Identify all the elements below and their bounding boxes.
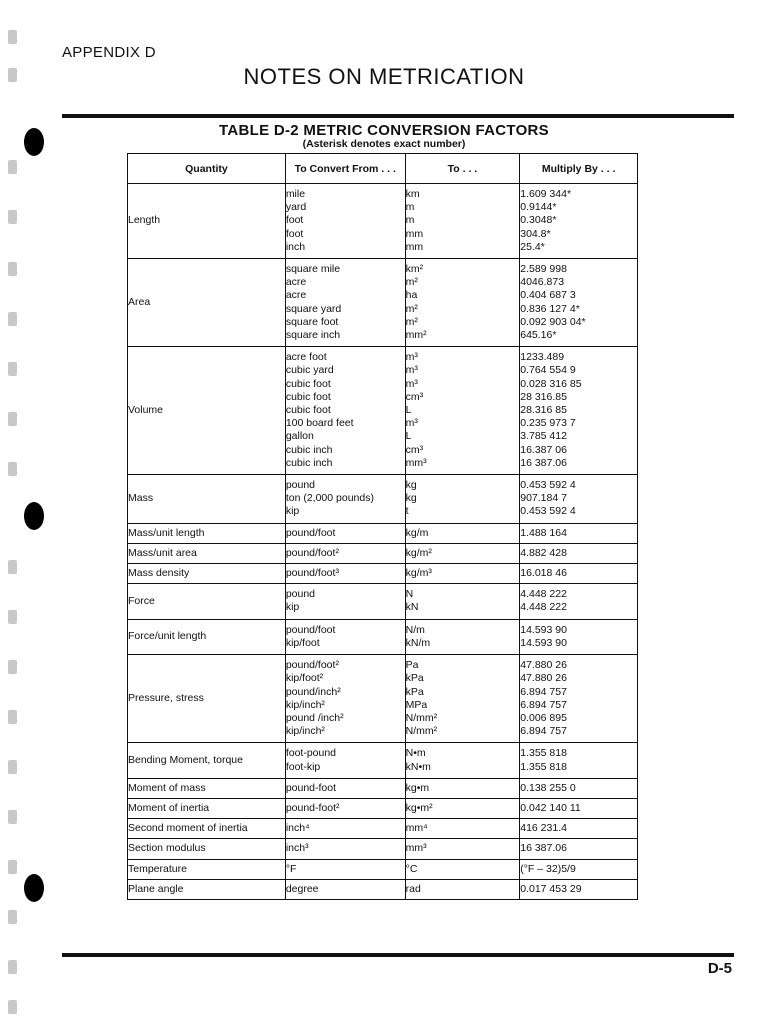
column-header-multiply: Multiply By . . . bbox=[520, 154, 638, 184]
to-unit-cell bbox=[405, 879, 520, 899]
quantity-label: Second moment of inertia bbox=[128, 822, 248, 835]
factor-cell bbox=[520, 259, 638, 347]
conversion-factor: 1.488 164 bbox=[520, 526, 567, 539]
from-unit: kip/foot bbox=[285, 636, 320, 649]
to-unit-cell bbox=[405, 543, 520, 563]
quantity-cell bbox=[128, 584, 286, 619]
quantity-cell bbox=[128, 564, 286, 584]
to-unit: mm³ bbox=[405, 456, 427, 469]
to-unit: m² bbox=[405, 315, 418, 328]
from-unit-cell bbox=[285, 543, 405, 563]
from-unit-cell bbox=[285, 839, 405, 859]
conversion-factor: 6.894 757 bbox=[520, 725, 567, 738]
table-row bbox=[128, 655, 638, 743]
factor-cell bbox=[520, 184, 638, 259]
to-unit: mm bbox=[405, 240, 424, 253]
quantity-label: Bending Moment, torque bbox=[128, 753, 243, 766]
from-unit-cell bbox=[285, 798, 405, 818]
binding-hole bbox=[8, 312, 17, 326]
quantity-label: Force bbox=[128, 594, 155, 607]
from-unit-cell bbox=[285, 778, 405, 798]
to-unit: km² bbox=[405, 263, 424, 276]
to-unit: mm bbox=[405, 227, 424, 240]
conversion-factor: 14.593 90 bbox=[520, 623, 567, 636]
from-unit: foot bbox=[285, 227, 304, 240]
to-unit: kN/m bbox=[405, 636, 431, 649]
from-unit: foot-pound bbox=[285, 747, 337, 760]
conversion-factor: 16 387.06 bbox=[520, 842, 567, 855]
from-unit: kip/inch² bbox=[285, 725, 325, 738]
table-row bbox=[128, 619, 638, 654]
to-unit-cell bbox=[405, 523, 520, 543]
to-unit: N/mm² bbox=[405, 711, 438, 724]
quantity-cell bbox=[128, 798, 286, 818]
conversion-factor: 1233.489 bbox=[520, 351, 565, 364]
conversion-factor: 0.3048* bbox=[520, 214, 557, 227]
quantity-cell bbox=[128, 543, 286, 563]
quantity-cell bbox=[128, 523, 286, 543]
to-unit-cell bbox=[405, 475, 520, 524]
conversion-factor: 25.4* bbox=[520, 240, 545, 253]
factor-cell bbox=[520, 564, 638, 584]
from-unit: acre bbox=[285, 289, 307, 302]
from-unit-cell bbox=[285, 564, 405, 584]
to-unit-cell bbox=[405, 655, 520, 743]
conversion-factor: 304.8* bbox=[520, 227, 551, 240]
quantity-cell bbox=[128, 347, 286, 475]
from-unit: inch³ bbox=[285, 842, 309, 855]
quantity-label: Mass/unit area bbox=[128, 546, 197, 559]
table-row bbox=[128, 778, 638, 798]
top-rule bbox=[62, 114, 734, 118]
from-unit-cell bbox=[285, 859, 405, 879]
conversion-factor: 4046.873 bbox=[520, 276, 565, 289]
conversion-factor: 0.404 687 3 bbox=[520, 289, 576, 302]
to-unit: kg/m bbox=[405, 526, 429, 539]
page-number: D-5 bbox=[707, 960, 732, 977]
to-unit: m³ bbox=[405, 377, 418, 390]
to-unit-cell bbox=[405, 184, 520, 259]
quantity-cell bbox=[128, 743, 286, 778]
to-unit: m² bbox=[405, 302, 418, 315]
to-unit-cell bbox=[405, 778, 520, 798]
quantity-label: Force/unit length bbox=[128, 630, 207, 643]
conversion-factor: 645.16* bbox=[520, 329, 557, 342]
to-unit: mm² bbox=[405, 329, 427, 342]
to-unit: t bbox=[405, 505, 409, 518]
to-unit-cell bbox=[405, 839, 520, 859]
from-unit: cubic foot bbox=[285, 390, 331, 403]
conversion-factor: 6.894 757 bbox=[520, 685, 567, 698]
from-unit-cell bbox=[285, 584, 405, 619]
from-unit-cell bbox=[285, 259, 405, 347]
conversion-factor: 28 316.85 bbox=[520, 390, 567, 403]
factor-cell bbox=[520, 584, 638, 619]
quantity-label: Temperature bbox=[128, 862, 187, 875]
binding-hole bbox=[8, 210, 17, 224]
from-unit: inch bbox=[285, 240, 306, 253]
quantity-cell bbox=[128, 475, 286, 524]
binding-hole bbox=[8, 660, 17, 674]
from-unit: yard bbox=[285, 201, 307, 214]
factor-cell bbox=[520, 655, 638, 743]
to-unit: mm³ bbox=[405, 842, 427, 855]
from-unit: pound/foot bbox=[285, 526, 336, 539]
factor-cell bbox=[520, 543, 638, 563]
to-unit-cell bbox=[405, 798, 520, 818]
factor-cell bbox=[520, 859, 638, 879]
conversion-factor: 416 231.4 bbox=[520, 822, 567, 835]
binding-hole bbox=[8, 462, 17, 476]
from-unit: pound bbox=[285, 588, 316, 601]
conversion-factor: 0.028 316 85 bbox=[520, 377, 582, 390]
factor-cell bbox=[520, 819, 638, 839]
factor-cell bbox=[520, 743, 638, 778]
table-row bbox=[128, 584, 638, 619]
binding-hole bbox=[8, 760, 17, 774]
from-unit: kip bbox=[285, 505, 300, 518]
conversion-factor: 0.006 895 bbox=[520, 711, 567, 724]
to-unit: °C bbox=[405, 862, 418, 875]
from-unit: pound/foot³ bbox=[285, 567, 339, 580]
factor-cell bbox=[520, 523, 638, 543]
conversion-factor: 1.355 818 bbox=[520, 760, 567, 773]
table-row bbox=[128, 543, 638, 563]
to-unit: m³ bbox=[405, 351, 418, 364]
conversion-factor: 0.836 127 4* bbox=[520, 302, 580, 315]
column-header-quantity: Quantity bbox=[128, 154, 286, 184]
to-unit: km bbox=[405, 188, 420, 200]
from-unit: pound-foot bbox=[285, 781, 337, 794]
quantity-label: Section modulus bbox=[128, 842, 206, 855]
to-unit: L bbox=[405, 430, 412, 443]
to-unit: L bbox=[405, 404, 412, 417]
from-unit: foot bbox=[285, 214, 304, 227]
table-row bbox=[128, 819, 638, 839]
to-unit: kPa bbox=[405, 672, 424, 685]
from-unit: foot-kip bbox=[285, 760, 321, 773]
binding-hole bbox=[8, 262, 17, 276]
to-unit-cell bbox=[405, 859, 520, 879]
quantity-label: Plane angle bbox=[128, 882, 184, 895]
quantity-label: Mass density bbox=[128, 567, 190, 580]
binding-hole bbox=[8, 1000, 17, 1014]
to-unit: kg•m² bbox=[405, 801, 433, 814]
to-unit: Pa bbox=[405, 659, 419, 672]
to-unit: kg•m bbox=[405, 781, 430, 794]
conversion-factor: 16.018 46 bbox=[520, 567, 567, 580]
to-unit: m² bbox=[405, 276, 418, 289]
factor-cell bbox=[520, 879, 638, 899]
running-head: APPENDIX D bbox=[62, 44, 156, 61]
quantity-cell bbox=[128, 184, 286, 259]
conversion-factor: 16.387 06 bbox=[520, 443, 567, 456]
quantity-label: Length bbox=[128, 214, 161, 227]
to-unit: N•m bbox=[405, 747, 426, 760]
from-unit: kip bbox=[285, 601, 300, 614]
to-unit: N bbox=[405, 588, 414, 601]
to-unit-cell bbox=[405, 584, 520, 619]
conversion-factor: 0.138 255 0 bbox=[520, 781, 576, 794]
to-unit: MPa bbox=[405, 698, 428, 711]
from-unit: square foot bbox=[285, 315, 339, 328]
conversion-factor: 4.448 222 bbox=[520, 601, 567, 614]
from-unit: °F bbox=[285, 862, 297, 875]
to-unit: kN•m bbox=[405, 760, 431, 773]
to-unit: N/mm² bbox=[405, 725, 438, 738]
table-row bbox=[128, 475, 638, 524]
to-unit-cell bbox=[405, 259, 520, 347]
quantity-label: Area bbox=[128, 296, 151, 309]
from-unit: pound/foot² bbox=[285, 659, 339, 672]
conversion-factor: 16 387.06 bbox=[520, 456, 567, 469]
quantity-label: Volume bbox=[128, 404, 164, 417]
table-subtitle: (Asterisk denotes exact number) bbox=[302, 138, 466, 150]
conversion-table bbox=[127, 153, 638, 900]
to-unit-cell bbox=[405, 819, 520, 839]
to-unit: rad bbox=[405, 882, 421, 895]
from-unit-cell bbox=[285, 184, 405, 259]
from-unit: pound bbox=[285, 479, 316, 492]
binding-hole bbox=[8, 160, 17, 174]
table-body bbox=[128, 184, 638, 900]
from-unit: pound /inch² bbox=[285, 711, 344, 724]
conversion-factor: 0.092 903 04* bbox=[520, 315, 586, 328]
factor-cell bbox=[520, 839, 638, 859]
quantity-cell bbox=[128, 859, 286, 879]
punch-hole bbox=[24, 502, 44, 530]
to-unit: kg bbox=[405, 492, 417, 505]
to-unit-cell bbox=[405, 619, 520, 654]
table-row bbox=[128, 523, 638, 543]
conversion-factor: 6.894 757 bbox=[520, 698, 567, 711]
to-unit-cell bbox=[405, 743, 520, 778]
table-row bbox=[128, 743, 638, 778]
quantity-label: Moment of inertia bbox=[128, 801, 210, 814]
quantity-cell bbox=[128, 819, 286, 839]
binding-hole bbox=[8, 710, 17, 724]
from-unit: ton (2,000 pounds) bbox=[285, 492, 374, 505]
table-row bbox=[128, 184, 638, 259]
quantity-label: Pressure, stress bbox=[128, 692, 204, 705]
conversion-factor: 3.785 412 bbox=[520, 430, 567, 443]
from-unit-cell bbox=[285, 655, 405, 743]
binding-hole bbox=[8, 412, 17, 426]
factor-cell bbox=[520, 347, 638, 475]
to-unit: ha bbox=[405, 289, 418, 302]
from-unit: degree bbox=[285, 882, 319, 895]
table-header-row bbox=[128, 154, 638, 184]
to-unit: m bbox=[405, 201, 415, 214]
from-unit: pound/foot² bbox=[285, 546, 339, 559]
conversion-factor: 4.882 428 bbox=[520, 546, 567, 559]
from-unit: cubic yard bbox=[285, 364, 334, 377]
column-header-to: To . . . bbox=[405, 154, 520, 184]
binding-hole bbox=[8, 30, 17, 44]
to-unit-cell bbox=[405, 347, 520, 475]
quantity-cell bbox=[128, 259, 286, 347]
column-header-from: To Convert From . . . bbox=[285, 154, 405, 184]
binding-hole bbox=[8, 362, 17, 376]
quantity-label: Mass bbox=[128, 492, 154, 505]
from-unit-cell bbox=[285, 475, 405, 524]
from-unit: acre bbox=[285, 276, 307, 289]
conversion-factor: 2.589 998 bbox=[520, 263, 567, 276]
conversion-factor: 0.453 592 4 bbox=[520, 479, 576, 492]
from-unit: inch⁴ bbox=[285, 822, 310, 835]
factor-cell bbox=[520, 619, 638, 654]
from-unit: 100 board feet bbox=[285, 417, 354, 430]
bottom-rule bbox=[62, 953, 734, 957]
from-unit-cell bbox=[285, 347, 405, 475]
to-unit: m³ bbox=[405, 364, 418, 377]
quantity-cell bbox=[128, 879, 286, 899]
conversion-factor: 0.9144* bbox=[520, 201, 557, 214]
to-unit: kg bbox=[405, 479, 417, 492]
quantity-label: Moment of mass bbox=[128, 781, 206, 794]
to-unit: m³ bbox=[405, 417, 418, 430]
from-unit: cubic inch bbox=[285, 456, 333, 469]
conversion-factor: 28.316 85 bbox=[520, 404, 567, 417]
to-unit: N/m bbox=[405, 623, 425, 636]
binding-hole bbox=[8, 910, 17, 924]
from-unit: pound/foot bbox=[285, 623, 336, 636]
factor-cell bbox=[520, 778, 638, 798]
from-unit: square inch bbox=[285, 329, 341, 342]
quantity-cell bbox=[128, 839, 286, 859]
binding-hole bbox=[8, 610, 17, 624]
to-unit: kg/m² bbox=[405, 546, 432, 559]
conversion-factor: 47.880 26 bbox=[520, 659, 567, 672]
table-row bbox=[128, 879, 638, 899]
table-row bbox=[128, 798, 638, 818]
conversion-factor: 907.184 7 bbox=[520, 492, 567, 505]
conversion-factor: (°F – 32)5/9 bbox=[520, 862, 576, 875]
to-unit: kN bbox=[405, 601, 419, 614]
conversion-factor: 47.880 26 bbox=[520, 672, 567, 685]
to-unit: kPa bbox=[405, 685, 424, 698]
from-unit: kip/foot² bbox=[285, 672, 324, 685]
from-unit-cell bbox=[285, 819, 405, 839]
to-unit: cm³ bbox=[405, 390, 424, 403]
factor-cell bbox=[520, 798, 638, 818]
from-unit: square mile bbox=[285, 263, 341, 276]
from-unit: cubic foot bbox=[285, 404, 331, 417]
table-row bbox=[128, 859, 638, 879]
table-row bbox=[128, 259, 638, 347]
from-unit-cell bbox=[285, 879, 405, 899]
conversion-factor: 1.609 344* bbox=[520, 188, 572, 200]
from-unit: kip/inch² bbox=[285, 698, 325, 711]
conversion-factor: 0.042 140 11 bbox=[520, 801, 581, 814]
quantity-cell bbox=[128, 778, 286, 798]
from-unit: pound/inch² bbox=[285, 685, 341, 698]
from-unit-cell bbox=[285, 743, 405, 778]
binding-hole bbox=[8, 560, 17, 574]
quantity-label: Mass/unit length bbox=[128, 526, 205, 539]
quantity-cell bbox=[128, 655, 286, 743]
factor-cell bbox=[520, 475, 638, 524]
from-unit-cell bbox=[285, 523, 405, 543]
from-unit: cubic inch bbox=[285, 443, 333, 456]
to-unit: kg/m³ bbox=[405, 567, 432, 580]
from-unit: pound-foot² bbox=[285, 801, 340, 814]
conversion-factor: 0.764 554 9 bbox=[520, 364, 576, 377]
conversion-factor: 4.448 222 bbox=[520, 588, 567, 601]
to-unit: mm⁴ bbox=[405, 822, 428, 835]
quantity-cell bbox=[128, 619, 286, 654]
from-unit: gallon bbox=[285, 430, 314, 443]
conversion-factor: 0.017 453 29 bbox=[520, 882, 582, 895]
to-unit: m bbox=[405, 214, 415, 227]
table-row bbox=[128, 347, 638, 475]
table-title: TABLE D-2 METRIC CONVERSION FACTORS bbox=[219, 122, 549, 139]
from-unit: square yard bbox=[285, 302, 342, 315]
conversion-factor: 1.355 818 bbox=[520, 747, 567, 760]
punch-hole bbox=[24, 874, 44, 902]
from-unit: mile bbox=[285, 188, 306, 200]
binding-hole bbox=[8, 960, 17, 974]
binding-hole bbox=[8, 860, 17, 874]
page-title: NOTES ON METRICATION bbox=[243, 64, 525, 89]
conversion-factor: 14.593 90 bbox=[520, 636, 567, 649]
from-unit: cubic foot bbox=[285, 377, 331, 390]
to-unit-cell bbox=[405, 564, 520, 584]
conversion-factor: 0.235 973 7 bbox=[520, 417, 576, 430]
table-row bbox=[128, 564, 638, 584]
conversion-factor: 0.453 592 4 bbox=[520, 505, 576, 518]
table-row bbox=[128, 839, 638, 859]
to-unit: cm³ bbox=[405, 443, 424, 456]
from-unit-cell bbox=[285, 619, 405, 654]
from-unit: acre foot bbox=[285, 351, 327, 364]
binding-hole bbox=[8, 810, 17, 824]
